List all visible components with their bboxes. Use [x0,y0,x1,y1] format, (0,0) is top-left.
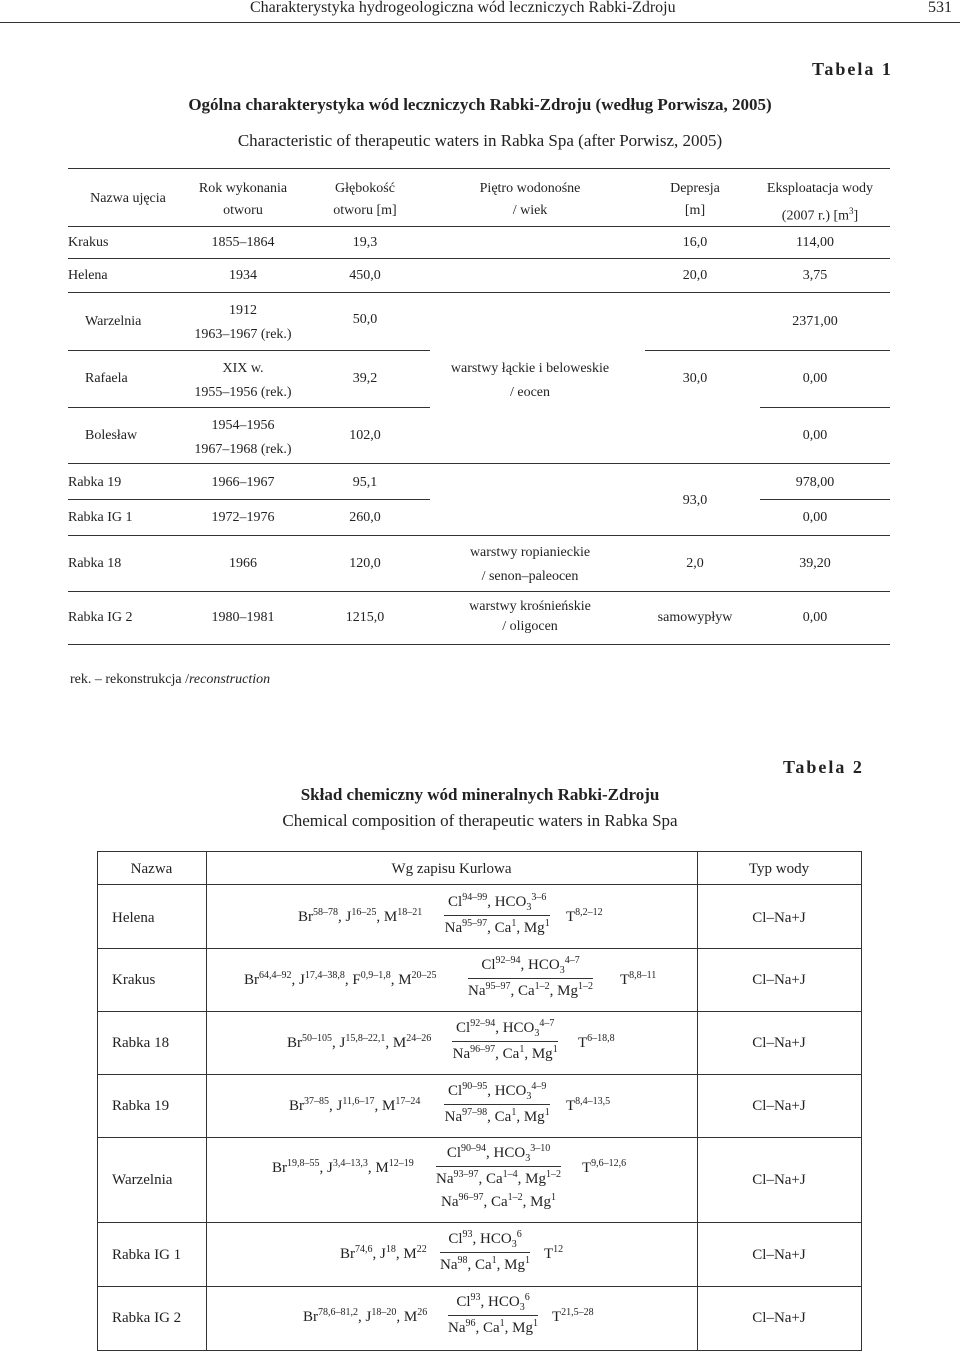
t1-rabka19-depth: 95,1 [352,475,378,490]
t1-rabka18-year: 1966 [229,556,257,571]
t2-row-type: Cl–Na+J [752,910,806,926]
formula-rabkaig2-temp: T$^{21,5-28}$ [552,1307,594,1325]
t1-row-rule [68,350,430,351]
formula-rabka19-prefix: Br$^{37-85}$, J$^{11,6-17}$, $M^{17-24}$ [289,1096,421,1114]
t1-header-name: Nazwa ujęcia [90,191,166,206]
table1-title-en: Characteristic of therapeutic waters in Rabka Spa (after Porwisz, 2005) [237,131,723,150]
t1-aquifer-c: warstwy krośnieńskie / oligocen [469,599,591,634]
t1-dep-b: 93,0 [682,493,708,508]
formula-rabka18-prefix: Br$^{50-105}$, J$^{15,8-22,1}$, $M^{24-26}$ [287,1033,432,1051]
table1-label: Tabela 1 [812,59,893,79]
t2-row-type: Cl–Na+J [752,1098,806,1114]
t1-warzelnia-year: 1912 1963–1967 (rek.) [194,303,292,342]
t1-rafaela-name: Rafaela [85,371,128,386]
t1-helena-exp: 3,75 [802,268,828,283]
table1-top-rule [68,168,890,169]
formula-helena-fraction: Cl$^{94-99}$, $HCO_3^{3-6}$ Na$^{95-97}$, Ca$^1$, Mg$^1$ [444,892,550,936]
t1-row-rule [68,591,890,592]
t1-rabkaig1-depth: 260,0 [349,510,381,525]
t1-rafaela-exp: 0,00 [802,371,828,386]
t1-rabkaig2-dep: samowypływ [657,610,733,625]
t2-row-rule [97,1286,862,1287]
formula-rabka19-fraction: Cl$^{90-95}$, $HCO_3^{4-9}$ Na$^{97-98}$, Ca$^1$, Mg$^1$ [444,1081,550,1125]
t1-rabka19-name: Rabka 19 [68,475,122,490]
t1-helena-name: Helena [68,268,108,283]
t1-krakus-year: 1855–1864 [211,235,275,250]
t1-helena-dep: 20,0 [682,268,708,283]
running-head [0,0,960,24]
t1-helena-depth: 450,0 [349,268,381,283]
running-head-title: Charakterystyka hydrogeologiczna wód leczniczych Rabki-Zdroju [250,0,676,16]
t1-row-rule [68,535,890,536]
table2-label: Tabela 2 [783,757,864,777]
t2-row-rule [97,1222,862,1223]
formula-rabkaig2-prefix: Br$^{78,6-81,2}$, $J^{18-20}$, $M^{26}$ [303,1307,428,1325]
formula-rabkaig1-temp: $T^{12}$ [544,1244,564,1262]
t2-row-rule [97,1137,862,1138]
t2-row-name: Rabka IG 2 [112,1310,182,1326]
t1-warzelnia-exp: 2371,00 [792,314,838,329]
t2-row-type: Cl–Na+J [752,1035,806,1051]
t2-row-rule [97,1011,862,1012]
formula-helena-prefix: Br$^{58-78}$, $J^{16-25}$, $M^{18-21}$ [298,907,423,925]
table1-bottom-rule [68,644,890,645]
t1-dep-a: 30,0 [682,371,708,386]
table1-footnote: rek. – rekonstrukcja /reconstruction [70,672,271,687]
table2-title-en: Chemical composition of therapeutic waters in Rabka Spa [282,811,678,830]
formula-helena-temp: T$^{8,2-12}$ [566,907,603,925]
t2-row-type: Cl–Na+J [752,1247,806,1263]
t1-row-rule [760,407,890,408]
t2-row-name: Warzelnia [112,1172,173,1188]
formula-krakus-fraction: Cl$^{92-94}$, $HCO_3^{4-7}$ Na$^{95-97}$, Ca$^{1-2}$, Mg$^{1-2}$ [468,955,594,999]
t1-warzelnia-name: Warzelnia [85,314,142,329]
t1-rafaela-depth: 39,2 [352,371,378,386]
t1-row-rule [68,407,430,408]
t1-row-rule [68,463,890,464]
t1-rabkaig2-year: 1980–1981 [211,610,275,625]
t1-krakus-name: Krakus [68,235,109,250]
t1-aquifer-b: warstwy ropianieckie / senon–paleocen [469,545,591,584]
t2-row-rule [97,948,862,949]
t1-rafaela-year: XIX w. 1955–1956 (rek.) [194,361,292,400]
t1-rabka18-dep: 2,0 [686,556,704,571]
t1-rabkaig2-name: Rabka IG 2 [68,610,133,625]
formula-rabka18-fraction: Cl$^{92-94}$, $HCO_3^{4-7}$ Na$^{96-97}$, Ca$^1$, Mg$^1$ [452,1018,558,1062]
formula-rabkaig1-prefix: Br$^{74,6}$, $J^{18}$, $M^{22}$ [340,1244,427,1262]
t2-row-name: Rabka 18 [112,1035,170,1051]
t2-header-name: Nazwa [130,861,173,877]
t1-rabkaig1-name: Rabka IG 1 [68,510,133,525]
t1-warzelnia-depth: 50,0 [352,312,378,327]
t1-rabka19-exp: 978,00 [795,475,835,490]
t1-krakus-dep: 16,0 [682,235,708,250]
t2-row-name: Helena [112,910,155,926]
table2-frame [97,851,862,852]
t1-aquifer-a: warstwy łąckie i beloweskie / eocen [450,361,610,400]
t1-rabkaig2-exp: 0,00 [802,610,828,625]
header-rule [0,22,960,23]
t2-row-name: Krakus [112,972,156,988]
t1-boleslaw-year: 1954–1956 1967–1968 (rek.) [194,418,292,457]
t1-header-aquifer: Piętro wodonośne / wiek [479,181,581,218]
t1-krakus-depth: 19,3 [352,235,378,250]
t1-header-depression: Depresja [m] [670,181,720,218]
t1-boleslaw-depth: 102,0 [349,428,381,443]
t2-row-name: Rabka 19 [112,1098,170,1114]
t1-boleslaw-name: Bolesław [85,428,138,443]
page-number: 531 [928,0,952,16]
formula-warzelnia-temp: T$^{9,6-12,6}$ [582,1158,627,1176]
t2-header-type: Typ wody [748,861,810,877]
t1-krakus-exp: 114,00 [796,235,834,250]
t1-row-rule [68,258,890,259]
t1-rabka18-name: Rabka 18 [68,556,122,571]
t1-header-year: Rok wykonania otworu [198,181,288,218]
t1-row-rule [68,292,890,293]
t1-rabkaig1-year: 1972–1976 [211,510,275,525]
t2-row-name: Rabka IG 1 [112,1247,182,1263]
t2-header-formula: Wg zapisu Kurlowa [391,861,512,877]
t2-row-type: Cl–Na+J [752,1172,806,1188]
formula-krakus-prefix: Br$^{64,4-92}$, J$^{17,4-38,8}$, F$^{0,9-1,8}$, $M^{20-25}$ [244,970,437,988]
t1-header-depth: Głębokość otworu [m] [333,181,397,218]
t1-boleslaw-exp: 0,00 [802,428,828,443]
t1-helena-year: 1934 [229,268,257,283]
t2-row-type: Cl–Na+J [752,972,806,988]
formula-warzelnia-prefix: Br$^{19,8-55}$, J$^{3,4-13,3}$, $M^{12-19}$ [272,1158,414,1176]
formula-krakus-temp: T$^{8,8-11}$ [620,970,657,988]
t1-rabka18-exp: 39,20 [799,556,831,571]
t1-rabkaig2-depth: 1215,0 [345,610,385,625]
t1-rabka19-year: 1966–1967 [211,475,275,490]
t2-row-type: Cl–Na+J [752,1310,806,1326]
formula-rabkaig2-fraction: Cl$^{93}$, $HCO_3^6$ Na$^{96}$, Ca$^1$, Mg$^1$ [448,1292,539,1336]
t2-row-rule [97,1074,862,1075]
t1-rabka18-depth: 120,0 [349,556,381,571]
t1-header-rule [68,226,890,227]
table2-title-pl: Skład chemiczny wód mineralnych Rabki-Zdroju [300,785,660,804]
t2-col-rule [861,851,862,1351]
t1-header-exploitation: Eksploatacja wody (2007 r.) $[m^3]$ [766,181,874,224]
t1-row-rule [68,499,430,500]
formula-rabka18-temp: T$^{6-18,8}$ [578,1033,615,1051]
formula-warzelnia-fraction: Cl$^{90-94}$, $HCO_3^{3-10}$ Na$^{93-97}$, Ca$^{1-4}$, Mg$^{1-2}$ Na$^{96-97}$, Ca$^{1-2}$, Mg$^1$ [436,1143,562,1210]
t2-col-rule [97,851,98,1351]
t1-rabkaig1-exp: 0,00 [802,510,828,525]
formula-rabka19-temp: T$^{8,4-13,5}$ [566,1096,611,1114]
t1-row-rule [645,350,890,351]
table2-header-rule [97,884,862,885]
table1-title-pl: Ogólna charakterystyka wód leczniczych Rabki-Zdroju (według Porwisza, 2005) [188,95,772,114]
t1-row-rule [760,499,890,500]
formula-rabkaig1-fraction: Cl$^{93}$, $HCO_3^6$ Na$^{98}$, Ca$^1$, Mg$^1$ [440,1229,531,1273]
